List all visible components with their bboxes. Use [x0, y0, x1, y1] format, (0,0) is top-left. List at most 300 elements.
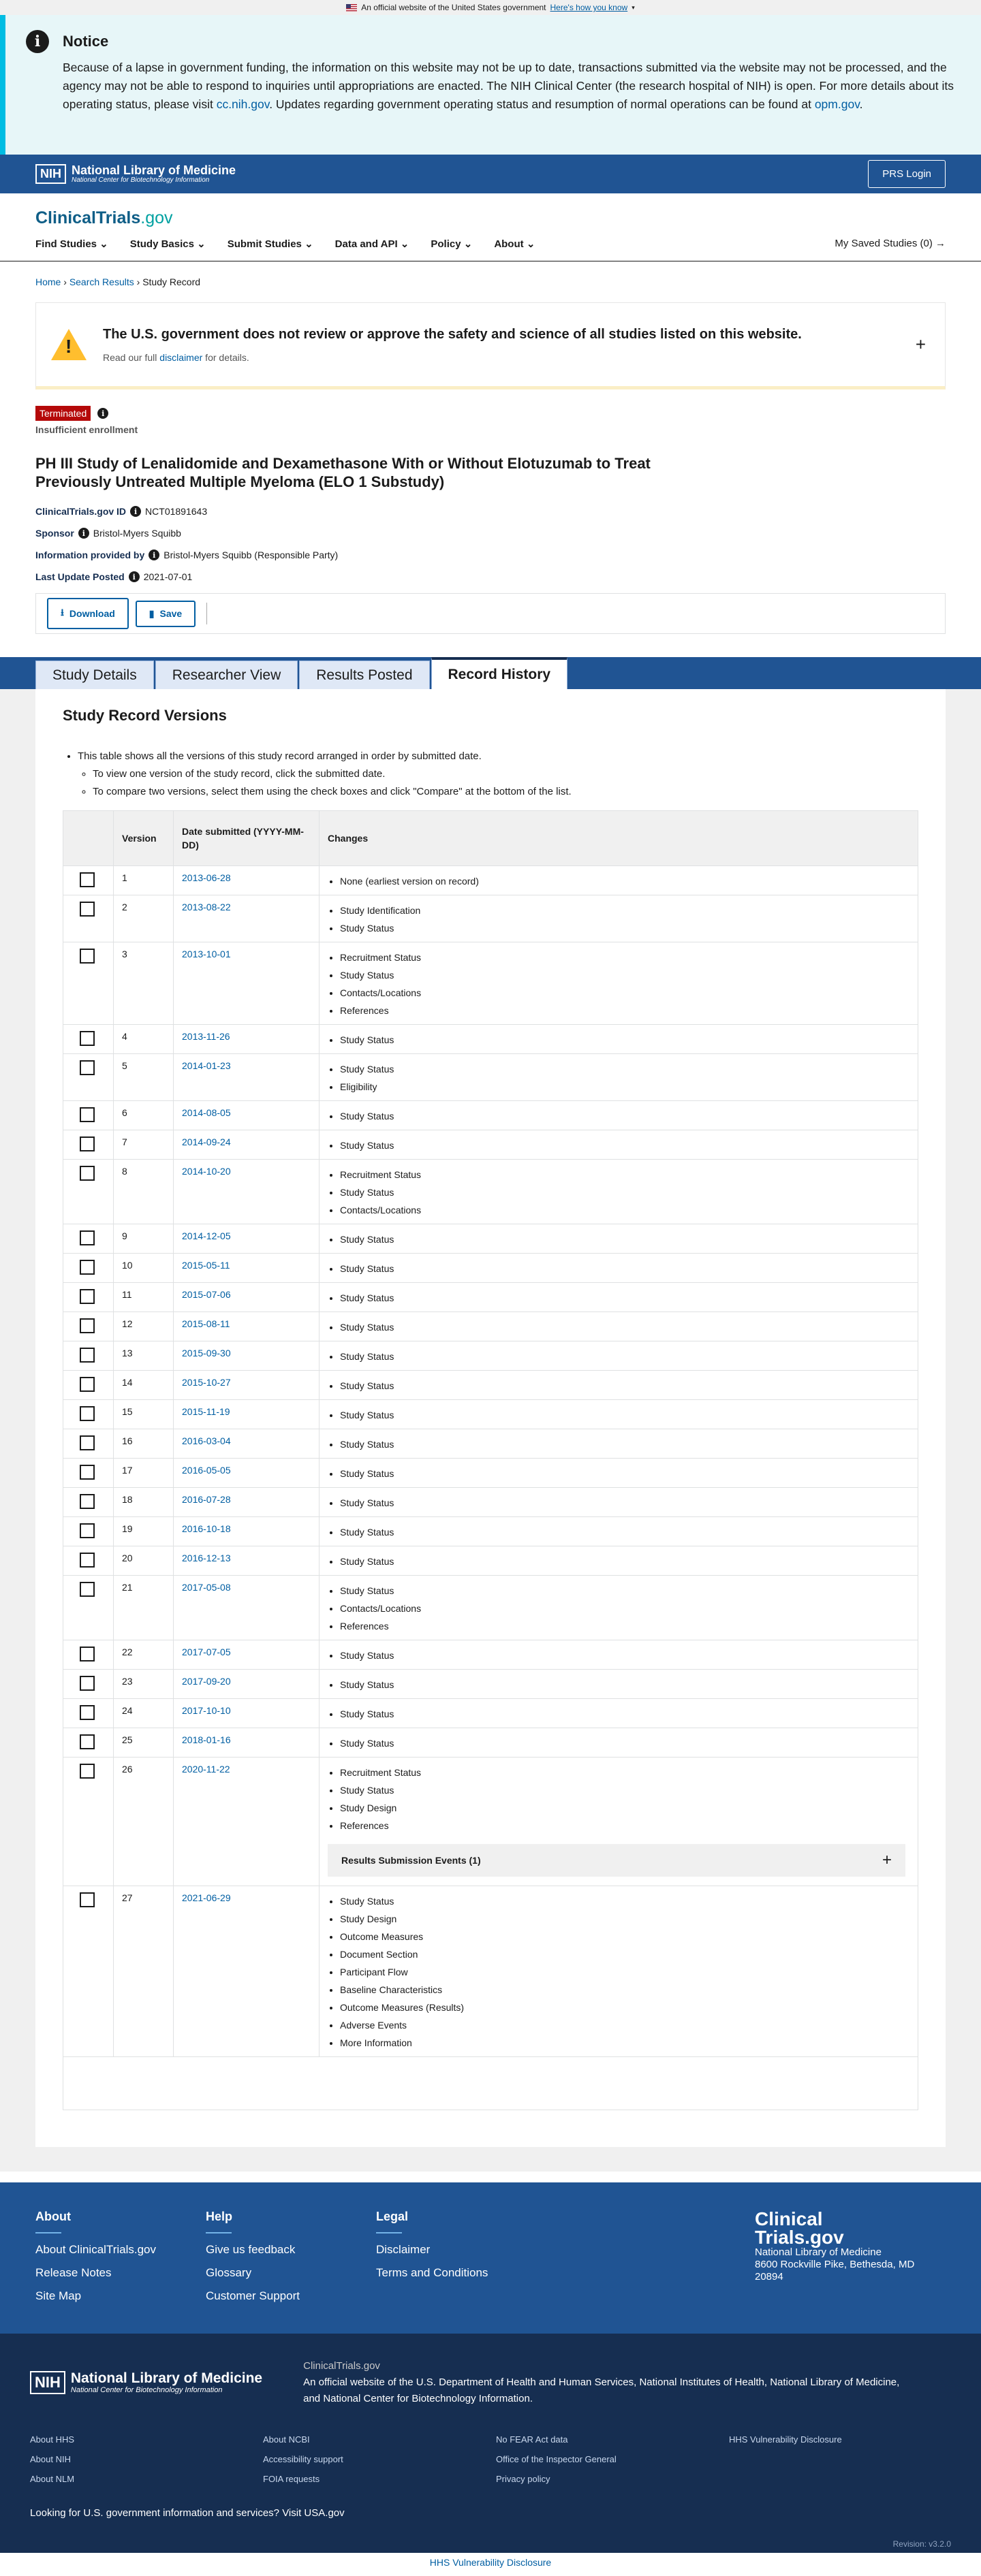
chevron-right-icon: ›: [136, 276, 140, 287]
version-number: 8: [114, 1160, 174, 1224]
gov-banner-text: An official website of the United States government: [361, 3, 546, 12]
footer-link[interactable]: Disclaimer: [376, 2243, 431, 2256]
version-checkbox[interactable]: [80, 1060, 95, 1075]
change-item: • Eligibility: [340, 1078, 909, 1096]
select-cell: [63, 1254, 114, 1283]
disclaimer-link[interactable]: disclaimer: [159, 351, 203, 363]
change-item: • Outcome Measures: [340, 1928, 909, 1945]
select-cell: [63, 1640, 114, 1670]
changes-cell: [320, 1546, 918, 1576]
change-item: • References: [340, 1002, 909, 1019]
study-title: PH III Study of Lenalidomide and Dexamethasone With or Without Elotuzumab to Treat Previously Untreated Multiple Myeloma (ELO 1 Substudy): [35, 455, 651, 490]
version-date-link[interactable]: 2020-11-22: [182, 1764, 230, 1775]
version-checkbox[interactable]: [80, 1406, 95, 1421]
chevron-down-icon: ⌄: [526, 238, 535, 250]
footer-logo[interactable]: Clinical Trials.gov: [755, 2208, 844, 2248]
provided-by-label: Information provided by: [35, 550, 145, 560]
info-icon[interactable]: i: [130, 506, 141, 517]
date-cell: [174, 1546, 320, 1576]
nlm-footer-description: ClinicalTrials.gov An official website of the U.S. Department of Health and Human Services, National Institutes of Health, National Library of Medicine, and National Center for Biotechnology Information.: [303, 2360, 900, 2404]
results-submission-events[interactable]: [328, 1844, 905, 1877]
nav-policy[interactable]: Policy ⌄: [431, 238, 473, 250]
select-cell: [63, 1160, 114, 1224]
select-cell: [63, 1341, 114, 1371]
footer-about: About About ClinicalTrials.gov Release Notes Site Map: [35, 2210, 206, 2313]
provided-by-value: Bristol-Myers Squibb (Responsible Party): [164, 550, 339, 560]
version-checkbox[interactable]: [80, 1734, 95, 1749]
site-header: [0, 193, 981, 261]
warning-icon: !: [51, 329, 87, 360]
version-date-link[interactable]: 2017-05-08: [182, 1582, 231, 1593]
date-cell: [174, 1459, 320, 1488]
footer-link[interactable]: Give us feedback: [206, 2243, 296, 2256]
version-date-link[interactable]: 2017-07-05: [182, 1647, 231, 1657]
table-row: [63, 866, 918, 895]
version-number: 10: [114, 1254, 174, 1283]
version-number: 23: [114, 1670, 174, 1699]
footer-link[interactable]: Privacy policy: [496, 2474, 550, 2484]
version-checkbox[interactable]: [80, 1107, 95, 1122]
table-row: [63, 1886, 918, 2057]
version-date-link[interactable]: 2017-09-20: [182, 1676, 231, 1687]
change-item: • Study Status: [340, 1435, 909, 1453]
expand-plus-icon[interactable]: +: [915, 334, 926, 355]
change-item: • Study Status: [340, 1060, 909, 1078]
expand-plus-icon[interactable]: +: [882, 1851, 892, 1869]
table-row: [63, 1429, 918, 1459]
changes-cell: [320, 1341, 918, 1371]
date-cell: [174, 1160, 320, 1224]
change-item: • Study Status: [340, 1705, 909, 1723]
version-checkbox[interactable]: [80, 1136, 95, 1151]
table-row: [63, 1728, 918, 1758]
tab-results-posted[interactable]: Results Posted: [299, 661, 429, 689]
change-item: • Study Status: [340, 1647, 909, 1664]
change-item: • Study Status: [340, 1230, 909, 1248]
opm-link[interactable]: opm.gov: [814, 97, 860, 111]
change-item: • Study Design: [340, 1799, 909, 1817]
info-icon: i: [26, 30, 49, 53]
version-number: 6: [114, 1101, 174, 1130]
change-item: • Study Status: [340, 919, 909, 937]
change-item: • References: [340, 1617, 909, 1635]
site-footer: [0, 2182, 981, 2334]
changes-cell: [320, 942, 918, 1025]
change-item: • Study Status: [340, 1260, 909, 1277]
table-row: [63, 1312, 918, 1341]
change-item: • Study Status: [340, 1892, 909, 1910]
version-date-link[interactable]: 2013-10-01: [182, 949, 231, 959]
version-date-link[interactable]: 2014-09-24: [182, 1136, 231, 1147]
date-cell: [174, 1576, 320, 1640]
version-number: 15: [114, 1400, 174, 1429]
nlm-footer: [0, 2334, 981, 2553]
heres-how-you-know-link[interactable]: Here's how you know: [550, 3, 628, 12]
version-number: 5: [114, 1054, 174, 1101]
version-number: 11: [114, 1283, 174, 1312]
change-item: • Study Status: [340, 1781, 909, 1799]
version-date-link[interactable]: 2021-06-29: [182, 1892, 231, 1903]
version-checkbox[interactable]: [80, 1764, 95, 1779]
version-date-link[interactable]: 2015-11-19: [182, 1406, 230, 1417]
changes-cell: [320, 1283, 918, 1312]
select-cell: [63, 1283, 114, 1312]
changes-cell: [320, 1699, 918, 1728]
status-badge: Terminated: [35, 406, 91, 421]
version-date-link[interactable]: 2016-03-04: [182, 1435, 231, 1446]
hhs-vulnerability-link[interactable]: HHS Vulnerability Disclosure: [429, 2557, 552, 2568]
select-cell: [63, 1224, 114, 1254]
version-checkbox[interactable]: [80, 949, 95, 964]
us-flag-icon: [346, 4, 357, 12]
changes-cell: [320, 1488, 918, 1517]
change-item: • Study Status: [340, 1183, 909, 1201]
date-cell: [174, 1699, 320, 1728]
change-item: • Study Status: [340, 1465, 909, 1482]
version-checkbox[interactable]: [80, 1647, 95, 1661]
version-number: 4: [114, 1025, 174, 1054]
nav-find-studies[interactable]: Find Studies ⌄: [35, 238, 108, 250]
select-cell: [63, 1429, 114, 1459]
gov-banner: [0, 0, 981, 15]
version-number: 14: [114, 1371, 174, 1400]
version-date-link[interactable]: 2015-10-27: [182, 1377, 231, 1388]
version-number: 18: [114, 1488, 174, 1517]
change-item: • Study Status: [340, 1107, 909, 1125]
footer-link[interactable]: FOIA requests: [263, 2474, 320, 2484]
footer-link[interactable]: About NCBI: [263, 2434, 310, 2445]
change-item: • Study Status: [340, 1553, 909, 1570]
changes-cell: [320, 1517, 918, 1546]
footer-link[interactable]: About NLM: [30, 2474, 75, 2484]
table-row: [63, 1101, 918, 1130]
footer-link[interactable]: Terms and Conditions: [376, 2266, 488, 2279]
nav-submit-studies[interactable]: Submit Studies ⌄: [227, 238, 313, 250]
version-checkbox[interactable]: [80, 1166, 95, 1181]
tab-study-details[interactable]: Study Details: [35, 661, 154, 689]
version-checkbox[interactable]: [80, 902, 95, 917]
download-icon: ⭳: [61, 607, 64, 618]
footer-help: Help Give us feedback Glossary Customer Support: [206, 2210, 376, 2313]
change-item: • Recruitment Status: [340, 949, 909, 966]
version-date-link[interactable]: 2013-06-28: [182, 872, 231, 883]
footer-link[interactable]: Glossary: [206, 2266, 252, 2279]
last-update-value: 2021-07-01: [143, 571, 193, 582]
tab-record-history[interactable]: Record History: [431, 657, 568, 689]
disclaimer-alert: [35, 302, 946, 389]
version-checkbox[interactable]: [80, 1031, 95, 1046]
changes-cell: [320, 1670, 918, 1699]
footer-link[interactable]: HHS Vulnerability Disclosure: [729, 2434, 842, 2445]
study-header: [0, 389, 981, 582]
select-cell: [63, 1101, 114, 1130]
select-cell: [63, 1025, 114, 1054]
nlm-footer-links: [30, 2434, 951, 2484]
breadcrumb-search-results[interactable]: Search Results: [69, 276, 134, 287]
change-item: • Study Identification: [340, 902, 909, 919]
change-item: • Study Status: [340, 1289, 909, 1307]
version-checkbox[interactable]: [80, 1435, 95, 1450]
table-row: [63, 942, 918, 1025]
select-cell: [63, 1699, 114, 1728]
footer-link[interactable]: No FEAR Act data: [496, 2434, 568, 2445]
usa-gov-line: Looking for U.S. government information and services? Visit USA.gov: [30, 2507, 345, 2519]
version-number: 12: [114, 1312, 174, 1341]
hhs-link[interactable]: U.S. Department of Health and Human Services: [416, 2376, 634, 2388]
breadcrumb-home[interactable]: Home: [35, 276, 61, 287]
version-date-link[interactable]: 2015-09-30: [182, 1348, 231, 1358]
change-item: • Study Design: [340, 1910, 909, 1928]
version-number: 25: [114, 1728, 174, 1758]
info-icon[interactable]: i: [149, 550, 159, 560]
nlm-logo[interactable]: [35, 164, 236, 184]
date-cell: [174, 1728, 320, 1758]
table-row: [63, 1224, 918, 1254]
change-item: • Contacts/Locations: [340, 1600, 909, 1617]
change-item: • More Information: [340, 2034, 909, 2052]
version-checkbox[interactable]: [80, 1582, 95, 1597]
change-item: • Study Status: [340, 1676, 909, 1694]
table-row: [63, 1025, 918, 1054]
version-checkbox[interactable]: [80, 1318, 95, 1333]
chevron-right-icon: ›: [63, 276, 67, 287]
bottom-link-bar: [0, 2553, 981, 2573]
change-item: • Contacts/Locations: [340, 1201, 909, 1219]
save-button[interactable]: ▮ Save: [136, 601, 196, 627]
my-saved-studies-link[interactable]: My Saved Studies (0) →: [835, 238, 946, 249]
version-date-link[interactable]: 2014-08-05: [182, 1107, 231, 1118]
change-item: • Study Status: [340, 1523, 909, 1541]
date-cell: [174, 1101, 320, 1130]
select-cell: [63, 1546, 114, 1576]
date-column-header: Date submitted (YYYY-MM-DD): [174, 811, 320, 866]
disclaimer-title: The U.S. government does not review or approve the safety and science of all studies listed on this website.: [103, 326, 802, 342]
nih-logo-icon: NIH: [30, 2371, 65, 2394]
nav-data-and-api[interactable]: Data and API ⌄: [334, 238, 409, 250]
cc-nih-link[interactable]: cc.nih.gov: [216, 97, 270, 111]
change-item: • Study Status: [340, 1494, 909, 1512]
select-cell: [63, 895, 114, 942]
chevron-down-icon: ⌄: [400, 238, 409, 250]
changes-cell: [320, 1371, 918, 1400]
table-row: [63, 1400, 918, 1429]
nih-link[interactable]: National Institutes of Health: [639, 2376, 764, 2388]
version-number: 24: [114, 1699, 174, 1728]
tab-researcher-view[interactable]: Researcher View: [155, 661, 298, 689]
version-number: 27: [114, 1886, 174, 2057]
bookmark-icon: ▮: [149, 607, 155, 619]
why-stopped: Insufficient enrollment: [35, 424, 138, 435]
table-row: [63, 1130, 918, 1160]
nct-id: NCT01891643: [145, 506, 208, 517]
version-checkbox[interactable]: [80, 1705, 95, 1720]
table-row: [63, 895, 918, 942]
usa-gov-link[interactable]: Visit USA.gov: [282, 2507, 345, 2519]
version-checkbox[interactable]: [80, 1465, 95, 1480]
sponsor-value: Bristol-Myers Squibb: [93, 528, 181, 539]
change-item: • Recruitment Status: [340, 1764, 909, 1781]
changes-cell: [320, 1640, 918, 1670]
changes-cell: [320, 1459, 918, 1488]
version-checkbox[interactable]: [80, 1377, 95, 1392]
notice-title: Notice: [63, 33, 109, 50]
results-events-label: Results Submission Events (1): [341, 1855, 481, 1866]
changes-cell: [320, 1101, 918, 1130]
table-row: [63, 1546, 918, 1576]
select-cell: [63, 1517, 114, 1546]
select-cell: [63, 1459, 114, 1488]
change-item: • Study Status: [340, 1734, 909, 1752]
version-date-link[interactable]: 2013-11-26: [182, 1031, 230, 1042]
date-cell: [174, 895, 320, 942]
version-checkbox[interactable]: [80, 1676, 95, 1691]
version-date-link[interactable]: 2016-10-18: [182, 1523, 231, 1534]
footer-link[interactable]: Accessibility support: [263, 2454, 343, 2464]
date-cell: [174, 1886, 320, 2057]
version-date-link[interactable]: 2013-08-22: [182, 902, 231, 912]
nlm-link[interactable]: National Library of Medicine: [770, 2376, 897, 2388]
table-row: [63, 1758, 918, 1886]
history-instructions: • This table shows all the versions of this study record arranged in order by submitted date. ◦ To view one version of the study record, click the submitted date. ◦ To compare two versions, select them using the check boxes and click "Compare" at the bottom of the list.: [63, 748, 918, 801]
changes-cell: [320, 866, 918, 895]
record-history-section: [0, 689, 981, 2172]
version-checkbox[interactable]: [80, 1892, 95, 1907]
change-item: • Study Status: [340, 1582, 909, 1600]
record-history-card: [35, 689, 946, 2147]
table-row: [63, 1488, 918, 1517]
changes-cell: [320, 1429, 918, 1459]
version-checkbox[interactable]: [80, 872, 95, 887]
version-date-link[interactable]: 2014-01-23: [182, 1060, 231, 1071]
ncbi-link[interactable]: National Center for Biotechnology Information: [323, 2393, 530, 2404]
table-row: [63, 1670, 918, 1699]
action-bar: [35, 593, 946, 634]
download-button[interactable]: ⭳ Download: [47, 598, 129, 629]
info-icon[interactable]: i: [97, 408, 108, 419]
version-date-link[interactable]: 2016-05-05: [182, 1465, 231, 1476]
version-checkbox[interactable]: [80, 1494, 95, 1509]
table-row: [63, 1517, 918, 1546]
footer-link[interactable]: About ClinicalTrials.gov: [35, 2243, 156, 2256]
info-icon[interactable]: i: [78, 528, 89, 539]
change-item: • Study Status: [340, 1348, 909, 1365]
date-cell: [174, 1640, 320, 1670]
date-cell: [174, 1517, 320, 1546]
info-icon[interactable]: i: [129, 571, 140, 582]
table-row: [63, 1640, 918, 1670]
select-cell: [63, 1488, 114, 1517]
version-checkbox[interactable]: [80, 1553, 95, 1568]
table-row: [63, 1160, 918, 1224]
nlm-footer-logo[interactable]: NIH National Library of Medicine National Center for Biotechnology Information: [30, 2358, 262, 2407]
version-checkbox[interactable]: [80, 1230, 95, 1245]
version-number: 2: [114, 895, 174, 942]
change-item: • Study Status: [340, 1136, 909, 1154]
changes-cell: [320, 895, 918, 942]
version-number: 13: [114, 1341, 174, 1371]
version-date-link[interactable]: 2014-10-20: [182, 1166, 231, 1177]
notice-text: Because of a lapse in government funding, the information on this website may not be up to date, transactions submitted via the website may not be processed, and the agency may not be able to respond to inquiries until appropriations are enacted. The NIH Clinical Center (the research hospital of NIH) is open. For more details about its operating status, please visit cc.nih.gov. Updates regarding government operating status and resumption of normal operations can be found at opm.gov.: [63, 61, 954, 111]
change-item: • Document Section: [340, 1945, 909, 1963]
last-update-label: Last Update Posted: [35, 571, 125, 582]
version-date-link[interactable]: 2015-07-06: [182, 1289, 231, 1300]
change-item: • Study Status: [340, 1377, 909, 1395]
chevron-down-icon: ⌄: [99, 238, 108, 250]
change-item: • Recruitment Status: [340, 1166, 909, 1183]
date-cell: [174, 1758, 320, 1886]
select-cell: [63, 1758, 114, 1886]
prs-login-button[interactable]: PRS Login: [868, 160, 946, 188]
version-date-link[interactable]: 2015-08-11: [182, 1318, 230, 1329]
version-date-link[interactable]: 2016-07-28: [182, 1494, 231, 1505]
version-date-link[interactable]: 2015-05-11: [182, 1260, 230, 1271]
footer-legal: Legal Disclaimer Terms and Conditions: [376, 2210, 546, 2313]
changes-cell: [320, 1025, 918, 1054]
table-row: [63, 1341, 918, 1371]
version-date-link[interactable]: 2016-12-13: [182, 1553, 231, 1563]
footer-link[interactable]: Customer Support: [206, 2289, 300, 2302]
change-item: • Study Status: [340, 1031, 909, 1049]
select-cell: [63, 1576, 114, 1640]
version-date-link[interactable]: 2014-12-05: [182, 1230, 231, 1241]
footer-link[interactable]: Release Notes: [35, 2266, 112, 2279]
version-number: 9: [114, 1224, 174, 1254]
version-checkbox[interactable]: [80, 1523, 95, 1538]
date-cell: [174, 1224, 320, 1254]
footer-link[interactable]: About NIH: [30, 2454, 71, 2464]
select-cell: [63, 1371, 114, 1400]
sponsor-label: Sponsor: [35, 528, 74, 539]
date-cell: [174, 1283, 320, 1312]
changes-cell: [320, 1886, 918, 2057]
footer-link[interactable]: Office of the Inspector General: [496, 2454, 617, 2464]
version-date-link[interactable]: 2017-10-10: [182, 1705, 231, 1716]
changes-cell: [320, 1728, 918, 1758]
date-cell: [174, 1371, 320, 1400]
version-checkbox[interactable]: [80, 1289, 95, 1304]
version-number: 17: [114, 1459, 174, 1488]
nav-study-basics[interactable]: Study Basics ⌄: [129, 238, 206, 250]
version-checkbox[interactable]: [80, 1260, 95, 1275]
version-checkbox[interactable]: [80, 1348, 95, 1363]
changes-column-header: Changes: [320, 811, 918, 866]
footer-brand: Clinical Trials.gov National Library of Medicine 8600 Rockville Pike, Bethesda, MD 20894: [755, 2210, 946, 2313]
version-number: 1: [114, 866, 174, 895]
chevron-down-icon: ▾: [632, 3, 635, 11]
clinicaltrials-logo[interactable]: ClinicalTrials.gov: [35, 208, 173, 227]
change-item: • Participant Flow: [340, 1963, 909, 1981]
select-cell: [63, 1728, 114, 1758]
breadcrumb-current: Study Record: [142, 276, 201, 287]
footer-link[interactable]: Site Map: [35, 2289, 82, 2302]
change-item: • References: [340, 1817, 909, 1834]
table-row: [63, 1254, 918, 1283]
changes-cell: [320, 1758, 918, 1886]
nav-about[interactable]: About ⌄: [494, 238, 535, 250]
changes-cell: [320, 1312, 918, 1341]
table-row: [63, 1283, 918, 1312]
change-item: • Study Status: [340, 1406, 909, 1424]
revision-text: Revision: v3.2.0: [892, 2539, 951, 2549]
footer-link[interactable]: About HHS: [30, 2434, 75, 2445]
change-item: • Study Status: [340, 1318, 909, 1336]
table-row: [63, 1054, 918, 1101]
version-date-link[interactable]: 2018-01-16: [182, 1734, 231, 1745]
date-cell: [174, 1312, 320, 1341]
date-cell: [174, 1429, 320, 1459]
date-cell: [174, 866, 320, 895]
ncbi-name: National Center for Biotechnology Information: [72, 176, 210, 184]
